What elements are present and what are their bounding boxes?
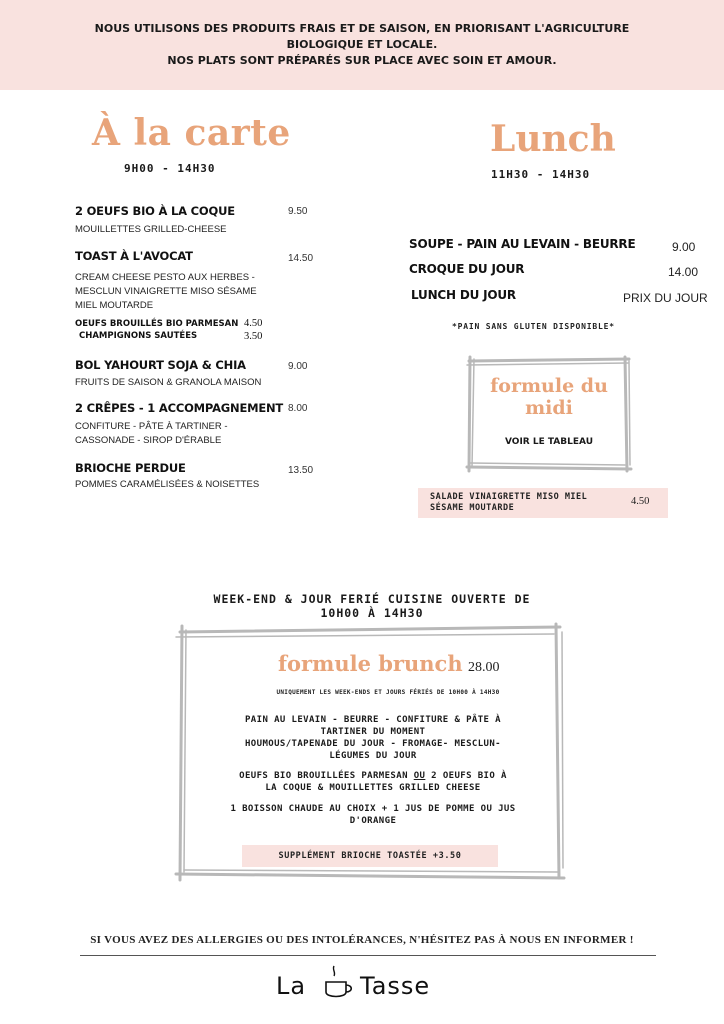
carte-item-name: 2 CRÊPES - 1 ACCOMPAGNEMENT bbox=[75, 401, 284, 415]
formule-midi-title-2: midi bbox=[525, 397, 573, 419]
carte-item-desc: MESCLUN VINAIGRETTE MISO SÉSAME bbox=[75, 286, 257, 297]
salade-label bbox=[430, 492, 587, 514]
lunch-item-price: PRIX DU JOUR bbox=[623, 291, 708, 305]
brunch-note: UNIQUEMENT LES WEEK-ENDS ET JOURS FÉRIÉS DE 10H00 À 14H30 bbox=[276, 689, 500, 696]
lunch-item-name: SOUPE - PAIN AU LEVAIN - BEURRE bbox=[409, 237, 636, 251]
carte-extra-label: OEUFS BROUILLÉS BIO PARMESAN bbox=[75, 319, 239, 329]
carte-item-name: BRIOCHE PERDUE bbox=[75, 461, 186, 475]
gluten-free-note: *PAIN SANS GLUTEN DISPONIBLE* bbox=[452, 322, 615, 331]
lunch-hours: 11H30 - 14H30 bbox=[491, 168, 591, 181]
carte-item-name: TOAST À L'AVOCAT bbox=[75, 249, 193, 263]
brunch-paragraph-3 bbox=[196, 803, 550, 827]
lunch-item-name: CROQUE DU JOUR bbox=[409, 262, 525, 276]
carte-item-desc: CASSONADE - SIROP D'ÉRABLE bbox=[75, 435, 222, 446]
carte-item-desc: CREAM CHEESE PESTO AUX HERBES - bbox=[75, 272, 255, 283]
brunch-price: 28.00 bbox=[468, 660, 500, 675]
carte-item-name: 2 OEUFS BIO À LA COQUE bbox=[75, 204, 235, 218]
salade-price: 4.50 bbox=[631, 496, 650, 507]
formule-midi-frame bbox=[465, 355, 633, 473]
brunch-line: PAIN AU LEVAIN - BEURRE - CONFITURE & PÂTE À bbox=[244, 715, 501, 725]
salade-box bbox=[418, 488, 668, 518]
brunch-line: LÉGUMES DU JOUR bbox=[329, 751, 417, 761]
lunch-item-price: 9.00 bbox=[672, 240, 696, 254]
allergy-notice: SI VOUS AVEZ DES ALLERGIES OU DES INTOLÉRANCES, N'HÉSITEZ PAS À NOUS EN INFORMER ! bbox=[90, 934, 634, 946]
banner-line-2: BIOLOGIQUE ET LOCALE. bbox=[286, 38, 438, 51]
brunch-paragraph-2 bbox=[196, 770, 550, 794]
weekend-heading bbox=[190, 592, 554, 620]
formule-midi-sub: VOIR LE TABLEAU bbox=[504, 437, 594, 447]
weekend-heading-line-1: WEEK-END & JOUR FERIÉ CUISINE OUVERTE DE bbox=[213, 592, 531, 606]
lunch-title: Lunch bbox=[490, 118, 616, 160]
brunch-line: D'ORANGE bbox=[349, 816, 397, 826]
brunch-or: OU bbox=[413, 771, 426, 781]
logo-text-left: La bbox=[276, 972, 307, 1000]
supplement-box bbox=[242, 845, 498, 867]
carte-item-desc: FRUITS DE SAISON & GRANOLA MAISON bbox=[75, 377, 262, 388]
lunch-item-price: 14.00 bbox=[668, 265, 699, 279]
carte-extra-label: CHAMPIGNONS SAUTÉES bbox=[79, 331, 198, 341]
brunch-title: formule brunch bbox=[278, 651, 463, 676]
formule-midi-title-1: formule du bbox=[490, 375, 608, 397]
carte-item-desc: MOUILLETTES GRILLED-CHEESE bbox=[75, 224, 227, 235]
brunch-line: LA COQUE & MOUILLETTES GRILLED CHEESE bbox=[265, 783, 481, 793]
carte-extra-price: 3.50 bbox=[244, 331, 263, 342]
carte-item-price: 8.00 bbox=[288, 403, 308, 414]
lunch-item-name: LUNCH DU JOUR bbox=[411, 288, 516, 302]
weekend-heading-line-2: 10H00 À 14H30 bbox=[320, 606, 424, 620]
brunch-text: 2 OEUFS BIO À bbox=[425, 771, 507, 781]
carte-item-price: 13.50 bbox=[288, 465, 314, 476]
brunch-paragraph-1 bbox=[196, 714, 550, 762]
carte-item-desc: MIEL MOUTARDE bbox=[75, 300, 154, 311]
banner-line-1: NOUS UTILISONS DES PRODUITS FRAIS ET DE SAISON, EN PRIORISANT L'AGRICULTURE bbox=[94, 22, 630, 35]
logo-text-right: Tasse bbox=[360, 972, 431, 1000]
carte-item-price: 9.50 bbox=[288, 206, 308, 217]
brunch-line bbox=[196, 770, 550, 782]
carte-item-price: 14.50 bbox=[288, 253, 314, 264]
la-tasse-logo bbox=[270, 958, 470, 1008]
carte-item-name: BOL YAHOURT SOJA & CHIA bbox=[75, 358, 246, 372]
brunch-line: TARTINER DU MOMENT bbox=[320, 727, 426, 737]
carte-extra-price: 4.50 bbox=[244, 318, 263, 329]
top-banner bbox=[0, 0, 724, 90]
footer-divider bbox=[80, 955, 656, 956]
supplement-label: SUPPLÉMENT BRIOCHE TOASTÉE +3.50 bbox=[278, 851, 462, 861]
banner-line-3: NOS PLATS SONT PRÉPARÉS SUR PLACE AVEC SOIN ET AMOUR. bbox=[167, 54, 557, 67]
cup-icon bbox=[322, 962, 356, 1002]
carte-title: À la carte bbox=[92, 112, 291, 154]
carte-item-desc: POMMES CARAMÉLISÉES & NOISETTES bbox=[75, 479, 260, 490]
carte-item-price: 9.00 bbox=[288, 361, 308, 372]
salade-label-line-1: SALADE VINAIGRETTE MISO MIEL bbox=[430, 492, 588, 502]
salade-label-line-2: SÉSAME MOUTARDE bbox=[430, 503, 515, 513]
carte-item-desc: CONFITURE - PÂTE À TARTINER - bbox=[75, 421, 228, 432]
brunch-line: 1 BOISSON CHAUDE AU CHOIX + 1 JUS DE POMME OU JUS bbox=[230, 804, 516, 814]
carte-hours: 9H00 - 14H30 bbox=[124, 162, 216, 175]
brunch-line: HOUMOUS/TAPENADE DU JOUR - FROMAGE- MESCLUN- bbox=[244, 739, 501, 749]
brunch-text: OEUFS BIO BROUILLÉES PARMESAN bbox=[239, 771, 414, 781]
